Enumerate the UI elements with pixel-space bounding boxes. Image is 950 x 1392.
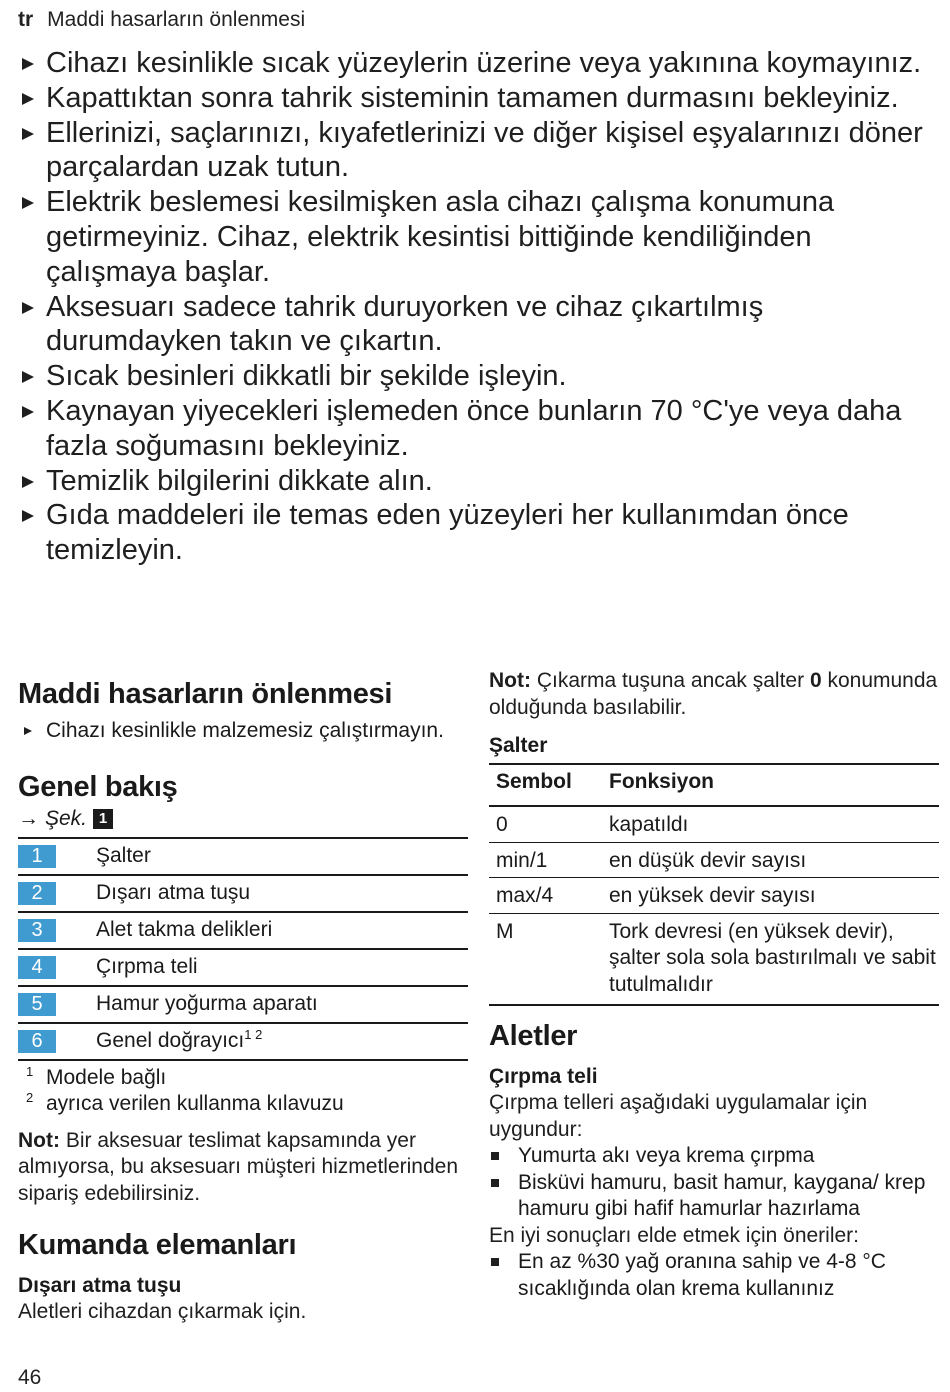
- note-text: Çıkarma tuşuna ancak şalter: [530, 669, 810, 692]
- list-item: Yumurta akı veya krema çırpma: [489, 1143, 939, 1170]
- right-column: [489, 668, 939, 1302]
- list-item: Gıda maddeleri ile temas eden yüzeyleri her kullanımdan önce temizleyin.: [18, 498, 933, 568]
- part-number-badge: 2: [18, 882, 56, 905]
- damage-prevention-list: [18, 718, 468, 745]
- part-label: Dışarı atma tuşu: [96, 881, 251, 904]
- left-column: [18, 676, 468, 1326]
- note-text: konumunda olduğunda basılabilir.: [489, 669, 938, 719]
- note-label: Not:: [489, 669, 531, 692]
- note-text: Bir aksesuar teslimat kapsamında yer almıyorsa, bu aksesuarı müşteri hizmetlerinden sipariş edebilirsiniz.: [18, 1128, 459, 1205]
- part-label: Hamur yoğurma aparatı: [96, 992, 318, 1015]
- part-number-badge: 1: [18, 845, 56, 868]
- table-row: [18, 838, 468, 875]
- parts-table: [18, 837, 468, 1061]
- table-row: [18, 1023, 468, 1060]
- table-row: [489, 842, 939, 878]
- tips-intro: En iyi sonuçları elde etmek için öneriler:: [489, 1223, 860, 1247]
- list-item: Kaynayan yiyecekleri işlemeden önce bunların 70 °C'ye veya daha fazla soğumasını bekleyiniz.: [18, 394, 933, 464]
- footnote: [18, 1065, 468, 1092]
- controls-heading: Kumanda elemanları: [18, 1229, 297, 1261]
- arrow-icon: →: [18, 806, 39, 830]
- safety-instructions-list: [18, 46, 933, 568]
- table-row: [18, 949, 468, 986]
- tools-heading: Aletler: [489, 1020, 578, 1052]
- page-header: [18, 8, 305, 32]
- list-item: En az %30 yağ oranına sahip ve 4-8 °C sıcaklığında olan krema kullanınız: [489, 1249, 939, 1302]
- whisk-uses-list: [489, 1143, 939, 1223]
- note-bold-value: 0: [809, 669, 822, 692]
- part-number-badge: 4: [18, 956, 56, 979]
- list-item: Kapattıktan sonra tahrik sisteminin tamamen durmasını bekleyiniz.: [18, 81, 933, 116]
- figure-label: Şek.: [45, 806, 88, 830]
- table-row: [489, 913, 939, 1005]
- list-item: Temizlik bilgilerini dikkate alın.: [18, 464, 933, 499]
- table-row: [18, 912, 468, 949]
- footnote-marker: 1 2: [244, 1027, 263, 1042]
- figure-number-badge: 1: [93, 809, 113, 829]
- function-cell: en düşük devir sayısı: [602, 842, 939, 878]
- list-item: Elektrik beslemesi kesilmişken asla cihazı çalışma konumuna getirmeyiniz. Cihaz, elektrik kesintisi bittiğinde kendiliğinden çalışmaya başlar.: [18, 185, 933, 289]
- table-header-row: [489, 764, 939, 806]
- whisk-intro: Çırpma telleri aşağıdaki uygulamalar için uygundur:: [489, 1091, 868, 1141]
- eject-button-heading: Dışarı atma tuşu: [18, 1274, 182, 1297]
- list-item: Ellerinizi, saçlarınızı, kıyafetlerinizi ve diğer kişisel eşyalarınızı döner parçalardan uzak tutun.: [18, 116, 933, 186]
- footnote-number: 1: [26, 1063, 34, 1079]
- switch-table: [489, 763, 939, 1006]
- part-number-badge: 6: [18, 1030, 56, 1053]
- function-cell: Tork devresi (en yüksek devir), şalter sola sola bastırılmalı ve sabit tutulmalıdır: [602, 913, 939, 1005]
- part-label-cell: [96, 1023, 468, 1060]
- column-header: Sembol: [489, 764, 602, 806]
- function-cell: en yüksek devir sayısı: [602, 878, 939, 914]
- symbol-cell: M: [489, 913, 602, 1005]
- footnote: [18, 1091, 468, 1118]
- whisk-heading: Çırpma teli: [489, 1065, 598, 1088]
- eject-button-text: Aletleri cihazdan çıkarmak için.: [18, 1300, 307, 1323]
- part-label: Şalter: [96, 844, 151, 867]
- part-label: Alet takma delikleri: [96, 918, 273, 941]
- table-row: [18, 875, 468, 912]
- symbol-cell: max/4: [489, 878, 602, 914]
- language-tag: tr: [18, 8, 34, 31]
- accessory-note: [18, 1128, 468, 1208]
- part-number-badge: 5: [18, 993, 56, 1016]
- header-title: Maddi hasarların önlenmesi: [47, 8, 306, 31]
- list-item: Aksesuarı sadece tahrik duruyorken ve cihaz çıkartılmış durumdayken takın ve çıkartın.: [18, 290, 933, 360]
- overview-heading: Genel bakış: [18, 770, 178, 803]
- list-item: Bisküvi hamuru, basit hamur, kaygana/ krep hamuru gibi hafif hamurlar hazırlama: [489, 1170, 939, 1223]
- symbol-cell: min/1: [489, 842, 602, 878]
- footnotes: [18, 1065, 468, 1118]
- part-number-badge: 3: [18, 919, 56, 942]
- function-cell: kapatıldı: [602, 806, 939, 842]
- list-item: Cihazı kesinlikle sıcak yüzeylerin üzerine veya yakınına koymayınız.: [18, 46, 933, 81]
- switch-heading: Şalter: [489, 734, 548, 757]
- footnote-number: 2: [26, 1090, 34, 1105]
- footnote-text: ayrıca verilen kullanma kılavuzu: [46, 1092, 344, 1115]
- column-header: Fonksiyon: [602, 764, 939, 806]
- tips-list: [489, 1249, 939, 1302]
- figure-reference: [18, 805, 468, 833]
- footnote-text: Modele bağlı: [46, 1065, 167, 1089]
- table-row: [18, 986, 468, 1023]
- page-number: 46: [18, 1366, 42, 1389]
- list-item: Cihazı kesinlikle malzemesiz çalıştırmayın.: [18, 718, 468, 745]
- note-label: Not:: [18, 1128, 60, 1152]
- part-label: Çırpma teli: [96, 955, 198, 978]
- table-row: [489, 878, 939, 914]
- symbol-cell: 0: [489, 806, 602, 842]
- part-label: Genel doğrayıcı: [96, 1029, 245, 1052]
- eject-note: [489, 668, 939, 721]
- list-item: Sıcak besinleri dikkatli bir şekilde işleyin.: [18, 359, 933, 394]
- damage-prevention-heading: Maddi hasarların önlenmesi: [18, 678, 393, 710]
- table-row: [489, 806, 939, 842]
